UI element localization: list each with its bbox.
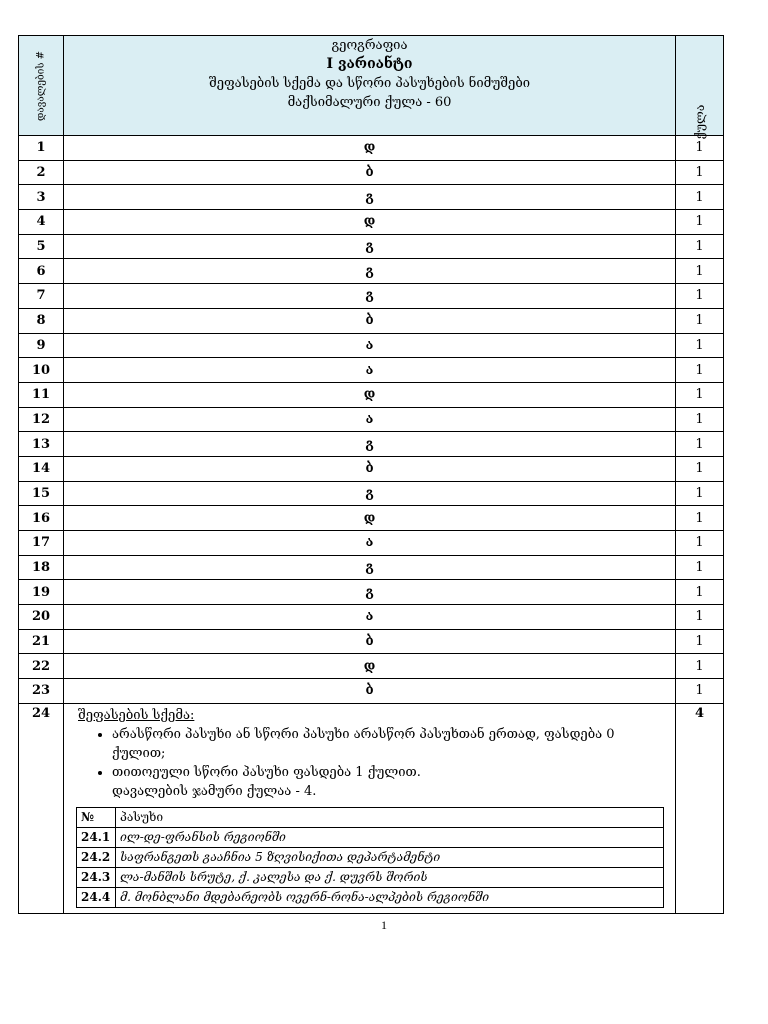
- question-points: 1: [676, 333, 724, 358]
- question-number: 3: [19, 185, 64, 210]
- question-row: [19, 407, 724, 432]
- question-points: 1: [676, 432, 724, 457]
- sub-answer-header: პასუხი: [116, 807, 664, 827]
- question-number: 10: [19, 358, 64, 383]
- question-points: 1: [676, 234, 724, 259]
- scoring-rule: • თითოეული სწორი პასუხი ფასდება 1 ქულით.: [112, 763, 663, 782]
- sub-answer-row: [77, 827, 664, 847]
- points-header-cell: [676, 36, 724, 140]
- question-row: [19, 136, 724, 161]
- question-answer: გ: [64, 481, 676, 506]
- question-row: [19, 605, 724, 630]
- question-answer: გ: [64, 234, 676, 259]
- question-row: [19, 654, 724, 679]
- question-points: 1: [676, 605, 724, 630]
- question-number: 14: [19, 456, 64, 481]
- page-number: 1: [381, 918, 387, 932]
- variant-title: I ვარიანტი: [326, 56, 413, 72]
- scoring-rules-list: [76, 725, 663, 782]
- question-answer: დ: [64, 136, 676, 161]
- question-points: 1: [676, 580, 724, 605]
- question-number: 13: [19, 432, 64, 457]
- scoring-scheme-label: შეფასების სქემა:: [78, 707, 195, 723]
- question-number: 23: [19, 679, 64, 704]
- question-points: 1: [676, 136, 724, 161]
- question-answer: გ: [64, 580, 676, 605]
- sub-answer-text: მ. მონბლანი მდებარეობს ოვერნ-რონა-ალპების რეგიონში: [116, 887, 664, 907]
- question-number: 22: [19, 654, 64, 679]
- sub-answers-table: [76, 807, 664, 908]
- question-number: 6: [19, 259, 64, 284]
- question-points: 1: [676, 407, 724, 432]
- question-answer: ა: [64, 333, 676, 358]
- points-header: ქულა: [692, 104, 707, 140]
- question-number: 18: [19, 555, 64, 580]
- question-row: [19, 234, 724, 259]
- table-header-row: [19, 36, 724, 136]
- question-points: 1: [676, 456, 724, 481]
- question-number: 20: [19, 605, 64, 630]
- question-number: 24: [19, 703, 64, 913]
- sub-answer-row: [77, 867, 664, 887]
- question-row: [19, 308, 724, 333]
- question-points: 1: [676, 160, 724, 185]
- sub-answer-text: ლა-მანშის სრუტე, ქ. კალესა და ქ. დუვრს შორის: [116, 867, 664, 887]
- sub-answer-text: საფრანგეთს გააჩნია 5 ზღვისიქითა დეპარტამენტი: [116, 847, 664, 867]
- sub-number-header: №: [77, 807, 116, 827]
- sub-answer-number: 24.3: [77, 867, 116, 887]
- question-points: 1: [676, 210, 724, 235]
- question-answer: გ: [64, 185, 676, 210]
- question-answer: ბ: [64, 629, 676, 654]
- sub-answer-number: 24.4: [77, 887, 116, 907]
- question-number: 19: [19, 580, 64, 605]
- question-points: 1: [676, 185, 724, 210]
- question-answer: ა: [64, 407, 676, 432]
- question-row: [19, 679, 724, 704]
- question-answer: ბ: [64, 308, 676, 333]
- question-answer: გ: [64, 284, 676, 309]
- question-row: [19, 555, 724, 580]
- question-row: [19, 160, 724, 185]
- title-block: [64, 36, 676, 136]
- question-number: 15: [19, 481, 64, 506]
- question-number: 8: [19, 308, 64, 333]
- question-points: 1: [676, 629, 724, 654]
- question-row: [19, 531, 724, 556]
- question-row: [19, 210, 724, 235]
- question-answer: ა: [64, 605, 676, 630]
- question-points: 1: [676, 679, 724, 704]
- scoring-rule: • არასწორი პასუხი ან სწორი პასუხი არასწორ პასუხთან ერთად, ფასდება 0 ქულით;: [112, 725, 663, 763]
- question-row: [19, 481, 724, 506]
- question-answer: ბ: [64, 679, 676, 704]
- scheme-heading: შეფასების სქემა და სწორი პასუხების ნიმუშები: [208, 76, 531, 91]
- question-number: 5: [19, 234, 64, 259]
- question-row: [19, 580, 724, 605]
- question-row: [19, 432, 724, 457]
- question-points: 1: [676, 531, 724, 556]
- question-points: 1: [676, 506, 724, 531]
- question-row: [19, 629, 724, 654]
- question-points: 1: [676, 555, 724, 580]
- question-points: 1: [676, 308, 724, 333]
- question-points: 4: [676, 703, 724, 913]
- question-number: 11: [19, 382, 64, 407]
- subject-title: გეოგრაფია: [331, 38, 408, 53]
- question-number: 12: [19, 407, 64, 432]
- question-answer: გ: [64, 555, 676, 580]
- task-number-header: დავალების #: [35, 50, 47, 121]
- question-row: [19, 456, 724, 481]
- question-row: [19, 284, 724, 309]
- question-row: [19, 333, 724, 358]
- question-points: 1: [676, 481, 724, 506]
- question-row: [19, 382, 724, 407]
- question-points: 1: [676, 284, 724, 309]
- total-score-text: დავალების ჯამური ქულაა - 4.: [112, 783, 317, 799]
- question-number: 1: [19, 136, 64, 161]
- sub-answer-row: [77, 847, 664, 867]
- answer-key-table: [18, 35, 724, 914]
- question-24-row: [19, 703, 724, 913]
- question-number: 21: [19, 629, 64, 654]
- scoring-scheme-cell: [64, 703, 676, 913]
- question-points: 1: [676, 358, 724, 383]
- max-score: მაქსიმალური ქულა - 60: [287, 95, 452, 110]
- question-answer: დ: [64, 210, 676, 235]
- question-row: [19, 185, 724, 210]
- question-answer: გ: [64, 432, 676, 457]
- question-row: [19, 259, 724, 284]
- sub-answer-number: 24.2: [77, 847, 116, 867]
- question-points: 1: [676, 259, 724, 284]
- sub-answer-text: ილ-დე-ფრანსის რეგიონში: [116, 827, 664, 847]
- question-answer: ა: [64, 531, 676, 556]
- question-answer: ბ: [64, 160, 676, 185]
- question-points: 1: [676, 382, 724, 407]
- question-number: 17: [19, 531, 64, 556]
- question-answer: ბ: [64, 456, 676, 481]
- question-number: 7: [19, 284, 64, 309]
- question-points: 1: [676, 654, 724, 679]
- question-number: 2: [19, 160, 64, 185]
- question-row: [19, 358, 724, 383]
- question-answer: ა: [64, 358, 676, 383]
- sub-answers-header-row: [77, 807, 664, 827]
- task-number-header-cell: [19, 36, 64, 136]
- question-row: [19, 506, 724, 531]
- question-answer: დ: [64, 382, 676, 407]
- sub-answer-row: [77, 887, 664, 907]
- question-answer: დ: [64, 654, 676, 679]
- question-number: 9: [19, 333, 64, 358]
- question-number: 4: [19, 210, 64, 235]
- question-answer: გ: [64, 259, 676, 284]
- question-number: 16: [19, 506, 64, 531]
- sub-answer-number: 24.1: [77, 827, 116, 847]
- question-answer: დ: [64, 506, 676, 531]
